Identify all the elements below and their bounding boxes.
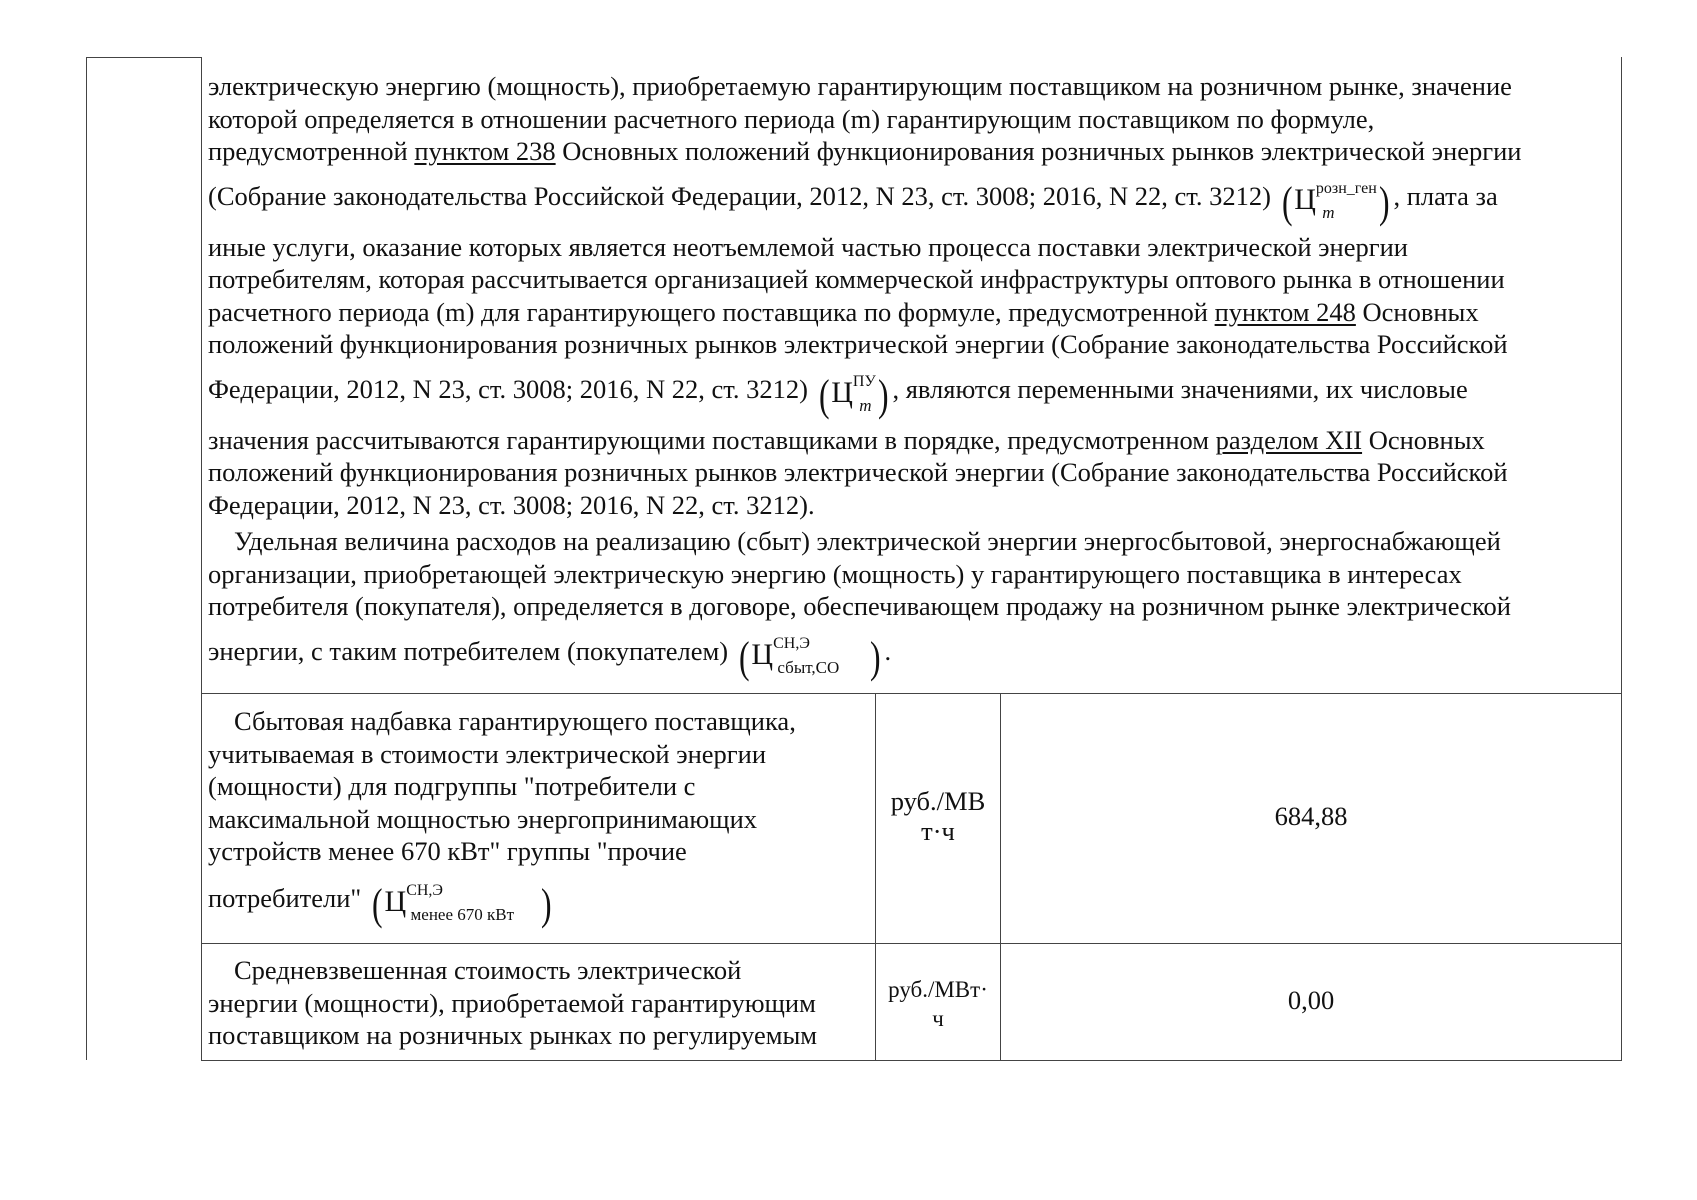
link-section-xii[interactable]: разделом XII [1215,424,1363,455]
text-fragment: , являются переменными значениями, их числовые [892,373,1468,404]
text-line: Федерации, 2012, N 23, ст. 3008; 2016, N 22, ст. 3212). [208,489,815,520]
text-line: Удельная величина расходов на реализацию (сбыт) электрической энергии энергосбытовой, энергоснабжающей [234,526,1501,556]
text-fragment: . [884,635,892,666]
row1-unit [876,786,1000,846]
link-point-248[interactable]: пунктом 248 [1214,296,1356,327]
formula-price-sn-e-670: (ЦСН,Э менее 670 кВт ) [371,879,552,929]
text-line [208,370,1608,420]
table-top-border [86,57,202,58]
text-line: потребителям, которая рассчитывается организацией коммерческой инфраструктуры оптового рынка в отношении [208,264,1505,294]
text-fragment: Основных [1355,296,1479,327]
text-line: положений функционирования розничных рынков электрической энергии (Собрание законодательства Российской [208,329,1508,359]
formula-subscript: m [1322,202,1335,222]
formula-superscript: розн_ген [1315,179,1377,197]
formula-price-sn-e-sbyt: (ЦСН,Э сбыт,СО ) [738,632,881,682]
row1-value: 684,88 [1274,801,1348,831]
text-fragment: Федерации, 2012, N 23, ст. 3008; 2016, N 22, ст. 3212) [208,373,808,404]
formula-description-paragraph [208,70,1608,521]
row2-value: 0,00 [1287,985,1335,1015]
text-fragment: потребители" [208,882,362,913]
row2-description [208,954,868,1052]
text-line: которой определяется в отношении расчетного периода (m) гарантирующим поставщиком по формуле, [208,103,1375,134]
text-line [208,632,1608,682]
formula-symbol: Ц [831,375,853,409]
text-line: Средневзвешенная стоимость электрической [234,955,742,985]
text-fragment: значения рассчитываются гарантирующими поставщиками в порядке, предусмотренном [208,424,1216,455]
text-line: (мощности) для подгруппы "потребители с [208,771,696,801]
formula-price-pu: (ЦПУ m ) [818,370,889,420]
text-line: поставщиком на розничных рынках по регулируемым [208,1020,818,1050]
text-fragment: Основных положений функционирования розничных рынков электрической энергии [555,136,1522,166]
row-divider [201,943,1622,944]
text-line [208,177,1608,227]
text-fragment: Основных [1362,424,1485,455]
row2-unit [876,975,1000,1033]
text-line: устройств менее 670 кВт" группы "прочие [208,836,687,866]
text-line: учитываемая в стоимости электрической энергии [208,738,767,769]
unit-line: т·ч [921,816,955,846]
unit-line: руб./МВт· [888,977,988,1002]
text-line: электрическую энергию (мощность), приобретаемую гарантирующим поставщиком на розничном рынке, значение [208,71,1512,101]
text-line: положений функционирования розничных рынков электрической энергии (Собрание законодательства Российской [208,457,1508,487]
table-left-border [86,57,87,1060]
table-bottom-border [201,1060,1622,1061]
unit-line: ч [932,1006,944,1031]
row-divider [201,693,1622,694]
formula-price-rozn-gen: (Црозн_ген m ) [1281,177,1390,227]
text-line: Сбытовая надбавка гарантирующего поставщика, [234,706,796,736]
row1-description [208,705,868,927]
formula-symbol: Ц [384,884,407,918]
text-line [208,879,868,929]
text-fragment: (Собрание законодательства Российской Федерации, 2012, N 23, ст. 3008; 2016, N 22, ст. 3212) [208,180,1271,211]
formula-superscript: СН,Э [773,634,810,652]
text-line [208,296,1608,329]
formula-symbol: Ц [751,637,774,671]
text-line: организации, приобретающей электрическую энергию (мощность) у гарантирующего поставщика в интересах [208,558,1462,589]
formula-subscript: менее 670 кВт [410,904,515,924]
text-line: энергии (мощности), приобретаемой гарантирующим [208,987,816,1018]
formula-superscript: ПУ [852,372,876,390]
text-line: иные услуги, оказание которых является неотъемлемой частью процесса поставки электрической энергии [208,231,1408,262]
table-right-border [1621,57,1622,1060]
formula-symbol: Ц [1294,182,1316,216]
text-fragment: предусмотренной [208,136,415,166]
text-line [208,424,1608,457]
column-divider [201,57,202,1060]
text-line: максимальной мощностью энергопринимающих [208,803,757,834]
text-fragment: расчетного периода (m) для гарантирующего поставщика по формуле, предусмотренной [208,296,1215,327]
formula-superscript: СН,Э [406,881,443,899]
text-line: потребителя (покупателя), определяется в договоре, обеспечивающем продажу на розничном рынке электрической [208,591,1511,621]
link-point-238[interactable]: пунктом 238 [414,136,556,166]
text-fragment: , плата за [1393,180,1498,211]
formula-subscript: сбыт,СО [777,657,840,677]
sales-expense-paragraph [208,525,1608,680]
text-fragment: энергии, с таким потребителем (покупателем) [208,635,729,666]
text-line [208,135,1608,168]
formula-subscript: m [859,395,872,415]
unit-line: руб./МВ [890,786,986,816]
